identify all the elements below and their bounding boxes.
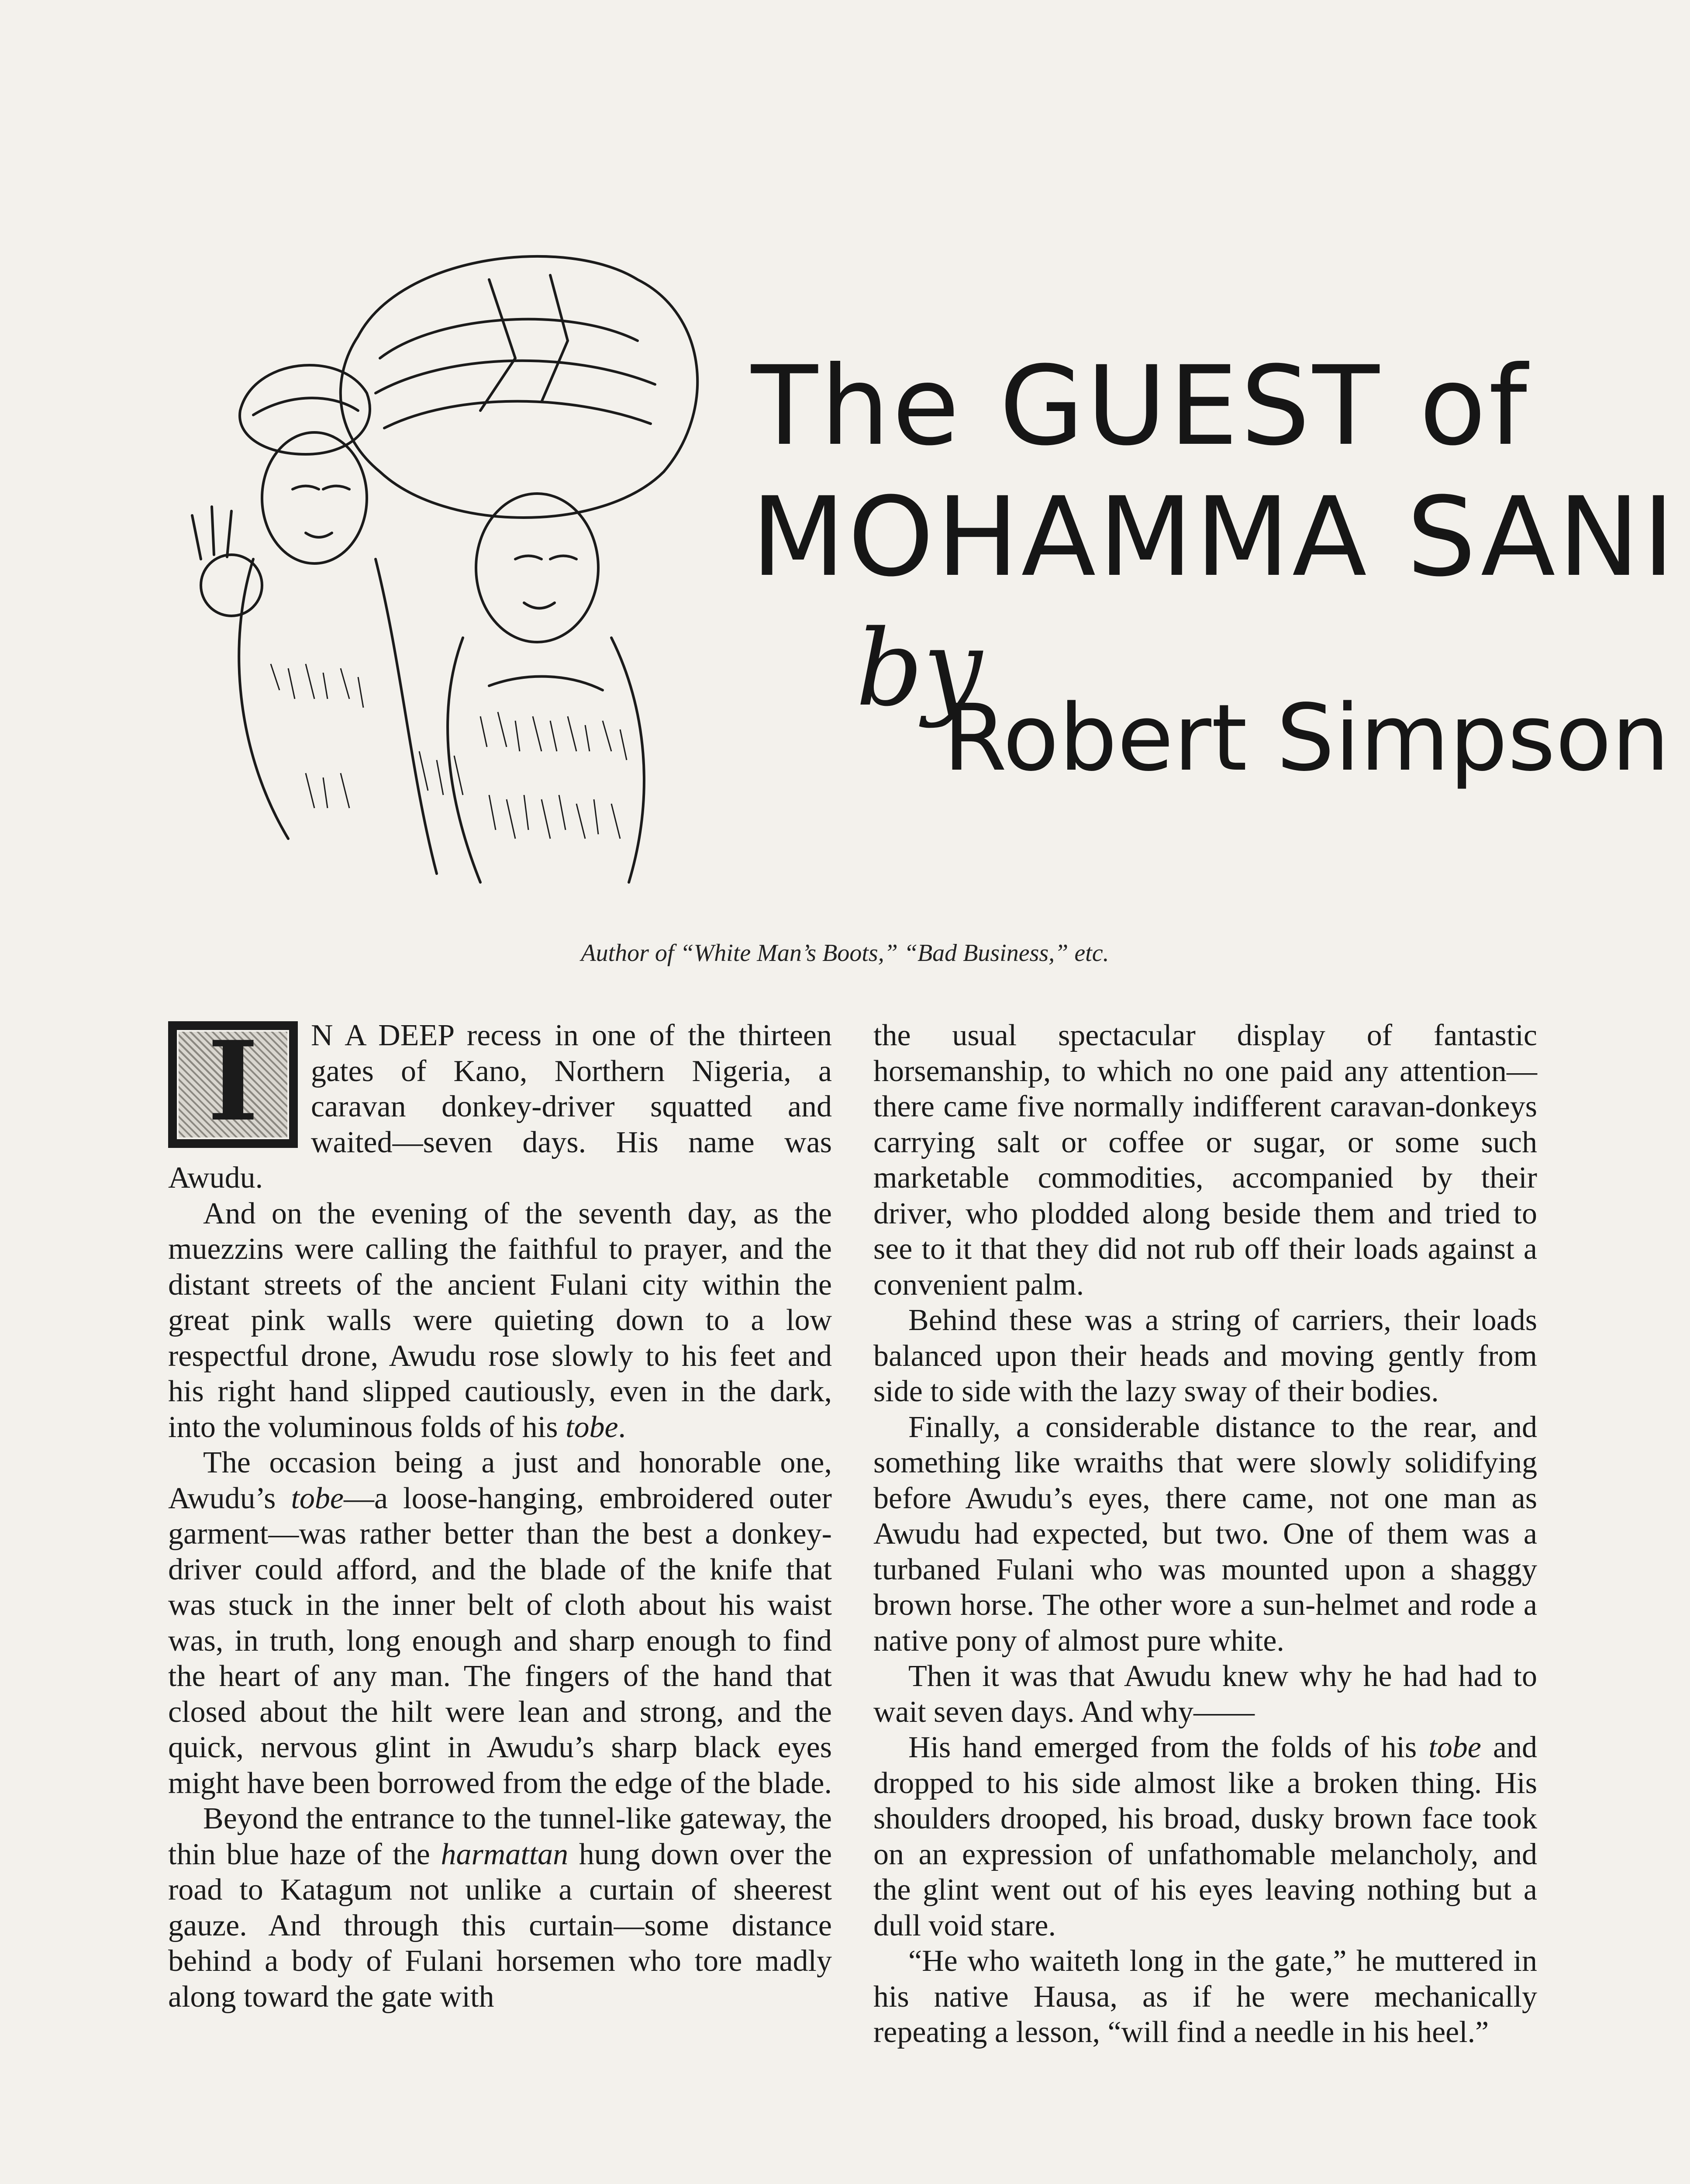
italic-word: tobe [566,1410,618,1444]
paragraph [168,1018,832,1196]
paragraph-text: His hand emerged from the folds of his [908,1731,1417,1764]
italic-word: tobe [1428,1731,1481,1764]
paragraph-text: . [618,1410,626,1444]
paragraph [168,1196,832,1445]
paragraph-text: Beyond the entrance to the tunnel-like gateway, the thin blue haze of the [168,1802,832,1871]
paragraph [168,1445,832,1801]
byline-by: by [856,607,983,729]
story-column-right [873,1018,1537,2050]
paragraph: Then it was that Awudu knew why he had had to wait seven days. And why—— [873,1659,1537,1729]
paragraph: Behind these was a string of carriers, their loads balanced upon their heads and moving gently from side to side with the lazy sway of their bodies. [873,1303,1537,1408]
paragraph-text: The occasion being a just and honorable one, Awudu’s [168,1446,832,1515]
paragraph-text: —a loose-hanging, embroidered outer garment—was rather better than the best a donkey-driver could afford, and the blade of the knife that was stuck in the inner belt of cloth about his waist was, in truth, long enough and sharp enough to find the heart of any man. The fingers of the hand that closed about the hilt were lean and strong, and the quick, nervous glint in Awudu’s sharp black eyes might have been borrowed from the edge of the blade. [168,1481,832,1800]
dropcap-letter: I [207,1017,259,1145]
italic-word: tobe [291,1481,344,1515]
opening-text: N A DEEP recess in one of the thirteen gates of Kano, Northern Nigeria, a caravan donkey-driver squatted and waited—seven days. His name was Awudu. [168,1019,832,1195]
story-title [751,341,1677,603]
paragraph: “He who waiteth long in the gate,” he muttered in his native Hausa, as if he were mechanically repeating a lesson, “will find a needle in his heel.” [873,1944,1537,2049]
paragraph-text: and dropped to his side almost like a broken thing. His shoulders drooped, his broad, dusky brown face took on an expression of unfathomable melancholy, and the glint went out of his eyes leaving nothing but a dull void stare. [873,1731,1538,1942]
paragraph: the usual spectacular display of fantastic horsemanship, to which no one paid any attention—there came five normally indifferent caravan-donkeys carrying salt or coffee or sugar, or some such marketable commodities, accompanied by their driver, who plodded along beside them and tried to see to it that they did not rub off their loads against a convenient palm. [873,1019,1537,1302]
paragraph-text: hung down over the road to Katagum not unlike a curtain of sheerest gauze. And through this curtain—some distance behind a body of Fulani horsemen who tore madly along toward the gate with [168,1837,832,2014]
paragraph: Finally, a considerable distance to the rear, and something like wraiths that were slowly solidifying before Awudu’s eyes, there came, not one man as Awudu had expected, but two. One of them was a turbaned Fulani who was mounted upon a shaggy brown horse. The other wore a sun-helmet and rode a native pony of almost pure white. [873,1410,1537,1658]
dropcap [168,1017,298,1148]
title-line-2: MOHAMMA SANI [751,473,1677,601]
paragraph [168,1801,832,2015]
byline [856,607,1670,795]
author-credits: Author of “White Man’s Boots,” “Bad Business,” etc. [581,940,1109,967]
paragraph [873,1730,1537,1943]
byline-author: Robert Simpson [943,684,1670,791]
story-column-left [168,1018,832,2015]
paragraph-text: And on the evening of the seventh day, as the muezzins were calling the faithful to prayer, and the distant streets of the ancient Fulani city within the great pink walls were quieting down to a low respectful drone, Awudu rose slowly to his feet and his right hand slipped cautiously, even in the dark, into the voluminous folds of his [168,1196,832,1444]
italic-word: harmattan [441,1837,569,1871]
title-line-1: The GUEST of [751,342,1530,470]
